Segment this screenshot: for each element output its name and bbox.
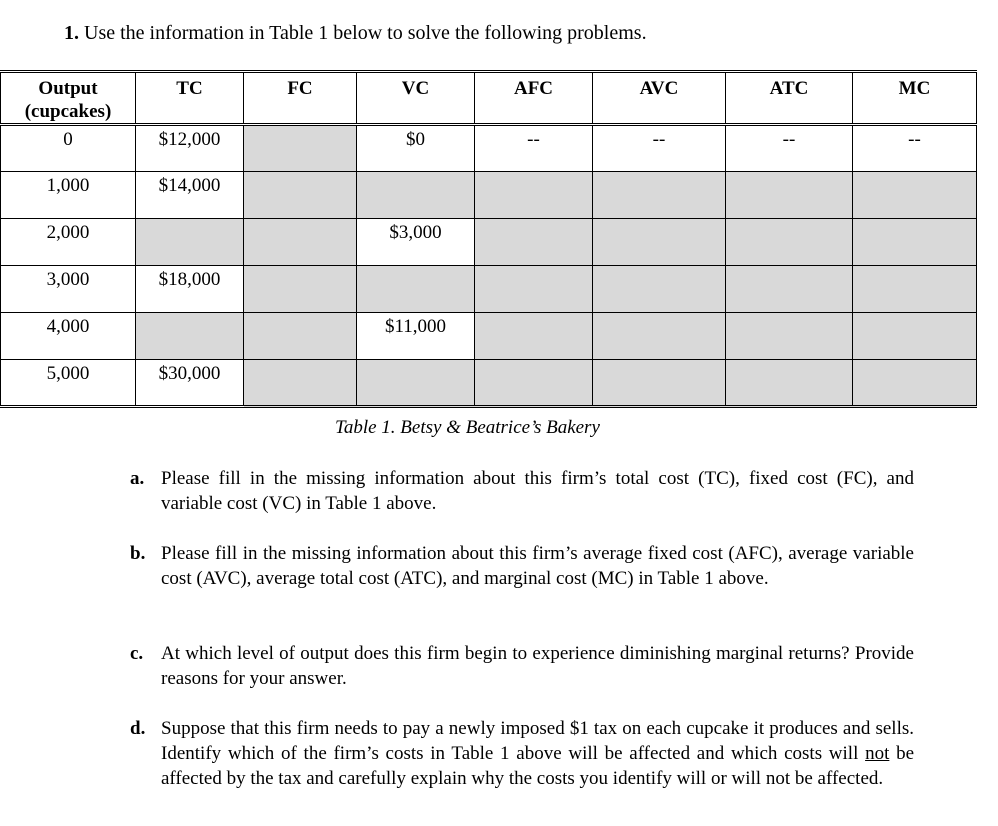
question-d xyxy=(130,716,914,791)
header-avc: AVC xyxy=(593,72,726,125)
cell-avc[interactable] xyxy=(593,172,726,219)
cell-afc[interactable] xyxy=(475,219,593,266)
underlined-not: not xyxy=(865,743,890,764)
cell-tc[interactable] xyxy=(136,219,244,266)
cell-fc[interactable] xyxy=(244,266,357,313)
cell-atc: -- xyxy=(726,125,853,172)
cell-avc[interactable] xyxy=(593,266,726,313)
cell-atc[interactable] xyxy=(726,360,853,407)
cell-vc: $3,000 xyxy=(357,219,475,266)
question-text: At which level of output does this firm begin to experience diminishing marginal returns? Provide reasons for your answer. xyxy=(161,643,914,689)
table-row xyxy=(1,313,977,360)
header-tc: TC xyxy=(136,72,244,125)
cell-tc: $12,000 xyxy=(136,125,244,172)
cell-tc: $30,000 xyxy=(136,360,244,407)
cell-mc[interactable] xyxy=(853,313,977,360)
header-mc: MC xyxy=(853,72,977,125)
cell-avc[interactable] xyxy=(593,360,726,407)
cell-vc[interactable] xyxy=(357,266,475,313)
problem-heading xyxy=(64,20,647,46)
cell-tc[interactable] xyxy=(136,313,244,360)
table-caption: Table 1. Betsy & Beatrice’s Bakery xyxy=(335,417,600,438)
cell-avc[interactable] xyxy=(593,219,726,266)
question-letter: b. xyxy=(130,543,146,564)
question-letter: c. xyxy=(130,643,144,664)
question-text: Please fill in the missing information about this firm’s average fixed cost (AFC), average variable cost (AVC), average total cost (ATC), and marginal cost (MC) in Table 1 above. xyxy=(161,543,914,589)
table-row xyxy=(1,125,977,172)
cell-afc: -- xyxy=(475,125,593,172)
table-row xyxy=(1,266,977,313)
cost-table xyxy=(0,70,977,408)
question-text: Please fill in the missing information about this firm’s total cost (TC), fixed cost (FC), and variable cost (VC) in Table 1 above. xyxy=(161,468,914,514)
question-b xyxy=(130,541,914,591)
cell-afc[interactable] xyxy=(475,313,593,360)
cell-mc[interactable] xyxy=(853,172,977,219)
cell-fc[interactable] xyxy=(244,313,357,360)
cell-vc[interactable] xyxy=(357,172,475,219)
cell-output: 3,000 xyxy=(1,266,136,313)
header-vc: VC xyxy=(357,72,475,125)
cell-afc[interactable] xyxy=(475,360,593,407)
cell-vc[interactable] xyxy=(357,360,475,407)
header-fc: FC xyxy=(244,72,357,125)
cell-atc[interactable] xyxy=(726,266,853,313)
table-row xyxy=(1,219,977,266)
cell-avc[interactable] xyxy=(593,313,726,360)
cell-output: 1,000 xyxy=(1,172,136,219)
cell-tc: $14,000 xyxy=(136,172,244,219)
cell-fc[interactable] xyxy=(244,360,357,407)
cell-atc[interactable] xyxy=(726,219,853,266)
cell-vc: $0 xyxy=(357,125,475,172)
question-text xyxy=(161,716,914,791)
cell-avc: -- xyxy=(593,125,726,172)
cell-fc[interactable] xyxy=(244,219,357,266)
cell-afc[interactable] xyxy=(475,172,593,219)
question-text-part: Suppose that this firm needs to pay a newly imposed $1 tax on each cupcake it produces and sells. Identify which of the firm’s costs in Table 1 above will be affected and which costs will xyxy=(161,718,914,764)
question-letter: a. xyxy=(130,468,145,489)
cell-atc[interactable] xyxy=(726,172,853,219)
header-atc: ATC xyxy=(726,72,853,125)
cell-output: 2,000 xyxy=(1,219,136,266)
cell-output: 0 xyxy=(1,125,136,172)
question-c xyxy=(130,641,914,691)
cell-fc[interactable] xyxy=(244,125,357,172)
table-header-row xyxy=(1,72,977,125)
cell-fc[interactable] xyxy=(244,172,357,219)
cell-atc[interactable] xyxy=(726,313,853,360)
table-row xyxy=(1,172,977,219)
table-row xyxy=(1,360,977,407)
cell-mc[interactable] xyxy=(853,360,977,407)
question-text-part: be affected by the tax and carefully explain why the costs you identify will or will not be affected. xyxy=(161,743,915,789)
cell-tc: $18,000 xyxy=(136,266,244,313)
problem-number: 1. xyxy=(64,22,79,44)
cell-vc: $11,000 xyxy=(357,313,475,360)
header-output: Output (cupcakes) xyxy=(1,72,136,125)
problem-instruction: Use the information in Table 1 below to solve the following problems. xyxy=(84,22,647,44)
cell-mc[interactable] xyxy=(853,266,977,313)
cell-output: 5,000 xyxy=(1,360,136,407)
question-a xyxy=(130,466,914,516)
header-afc: AFC xyxy=(475,72,593,125)
question-letter: d. xyxy=(130,718,146,739)
cell-mc[interactable] xyxy=(853,219,977,266)
cell-afc[interactable] xyxy=(475,266,593,313)
cell-output: 4,000 xyxy=(1,313,136,360)
cell-mc: -- xyxy=(853,125,977,172)
